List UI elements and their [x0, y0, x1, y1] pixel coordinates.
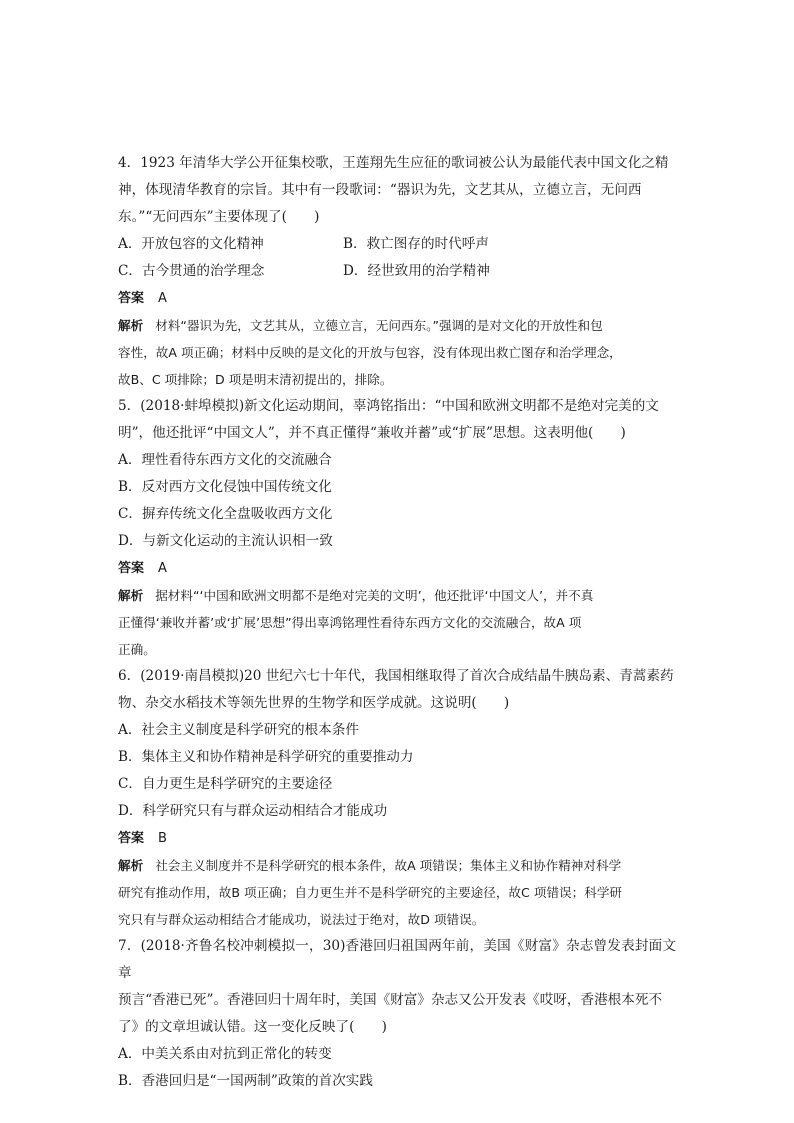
answer-line — [118, 555, 676, 582]
option-b: B．香港回归是“一国两制”政策的首次实践 — [118, 1073, 373, 1089]
analysis-label: 解析 — [118, 858, 144, 873]
option-a: A．中美关系由对抗到正常化的转变 — [118, 1046, 332, 1062]
answer-line — [118, 825, 676, 852]
option-c: C．摒弃传统文化全盘吸收西方文化 — [118, 506, 333, 522]
stem-line: 6．(2019·南昌模拟)20 世纪六七十年代，我国相继取得了首次合成结晶牛胰岛素、青蒿素药 — [118, 668, 674, 684]
analysis — [118, 582, 676, 663]
option-a: A．开放包容的文化精神 — [118, 236, 264, 252]
options — [118, 717, 676, 825]
option-d: D．经世致用的治学精神 — [343, 263, 490, 279]
analysis-line: 正确。 — [118, 642, 156, 657]
option-d: D．与新文化运动的主流认识相一致 — [118, 533, 333, 549]
analysis-line: 究只有与群众运动相结合才能成功，说法过于绝对，故D 项错误。 — [118, 912, 485, 927]
option-d: D．科学研究只有与群众运动相结合才能成功 — [118, 803, 388, 819]
options — [118, 231, 676, 285]
answer-line — [118, 285, 676, 312]
options — [118, 1041, 676, 1095]
question-5 — [118, 393, 676, 663]
stem-line: 物、杂交水稻技术等领先世界的生物学和医学成就。这说明( ) — [118, 695, 510, 711]
option-b: B．集体主义和协作精神是科学研究的重要推动力 — [118, 749, 414, 765]
options — [118, 447, 676, 555]
answer-label: 答案 — [118, 291, 145, 306]
analysis-line: 正懂得‘兼收并蓄’或‘扩展’思想”得出辜鸿铭理性看待东西方文化的交流融合，故A 项 — [118, 615, 582, 630]
answer-label: 答案 — [118, 831, 145, 846]
stem-line: 7．(2018·齐鲁名校冲刺模拟一，30)香港回归祖国两年前，美国《财富》杂志曾发表封面文章 — [118, 938, 676, 981]
stem-line: 神，体现清华教育的宗旨。其中有一段歌词：“器识为先，文艺其从，立德立言，无问西 — [118, 182, 642, 198]
option-a: A．理性看待东西方文化的交流融合 — [118, 452, 332, 468]
option-b: B．救亡图存的时代呼声 — [343, 236, 489, 252]
answer-value: A — [158, 291, 167, 306]
stem-line: 预言“香港已死”。香港回归十周年时，美国《财富》杂志又公开发表《哎呀，香港根本死不 — [118, 992, 663, 1008]
option-a: A．社会主义制度是科学研究的根本条件 — [118, 722, 359, 738]
option-c: C．古今贯通的治学理念 — [118, 263, 265, 279]
question-6 — [118, 663, 676, 933]
analysis — [118, 852, 676, 933]
analysis-label: 解析 — [118, 588, 144, 603]
question-stem — [118, 393, 676, 447]
analysis-line: 研究有推动作用，故B 项正确；自力更生并不是科学研究的主要途径，故C 项错误；科学研 — [118, 885, 623, 900]
answer-value: B — [158, 831, 167, 846]
stem-line: 东。”“无问西东”主要体现了( ) — [118, 209, 320, 225]
question-stem — [118, 933, 676, 1041]
analysis — [118, 312, 676, 393]
analysis-line: 容性，故A 项正确；材料中反映的是文化的开放与包容，没有体现出救亡图存和治学理念， — [118, 345, 622, 360]
question-stem — [118, 663, 676, 717]
answer-label: 答案 — [118, 561, 145, 576]
question-stem — [118, 150, 676, 231]
stem-line: 明”，他还批评“中国文人”，并不真正懂得“兼收并蓄”或“扩展”思想。这表明他( ) — [118, 425, 626, 441]
analysis-line: 据材料“‘中国和欧洲文明都不是绝对完美的文明’，他还批评‘中国文人’，并不真 — [155, 588, 594, 603]
answer-value: A — [158, 561, 167, 576]
option-c: C．自力更生是科学研究的主要途径 — [118, 776, 333, 792]
question-7 — [118, 933, 676, 1095]
stem-line: 了》的文章坦诚认错。这一变化反映了( ) — [118, 1019, 387, 1035]
analysis-line: 材料“器识为先，文艺其从，立德立言，无问西东。”强调的是对文化的开放性和包 — [155, 318, 603, 333]
question-4 — [118, 150, 676, 393]
option-b: B．反对西方文化侵蚀中国传统文化 — [118, 479, 332, 495]
analysis-line: 社会主义制度并不是科学研究的根本条件，故A 项错误；集体主义和协作精神对科学 — [155, 858, 622, 873]
stem-line: 5．(2018·蚌埠模拟)新文化运动期间，辜鸿铭指出：“中国和欧洲文明都不是绝对完美的文 — [118, 398, 659, 414]
analysis-label: 解析 — [118, 318, 144, 333]
stem-line: 4．1923 年清华大学公开征集校歌，王莲翔先生应征的歌词被公认为最能代表中国文化之精 — [118, 155, 669, 171]
analysis-line: 故B、C 项排除；D 项是明末清初提出的，排除。 — [118, 372, 393, 387]
